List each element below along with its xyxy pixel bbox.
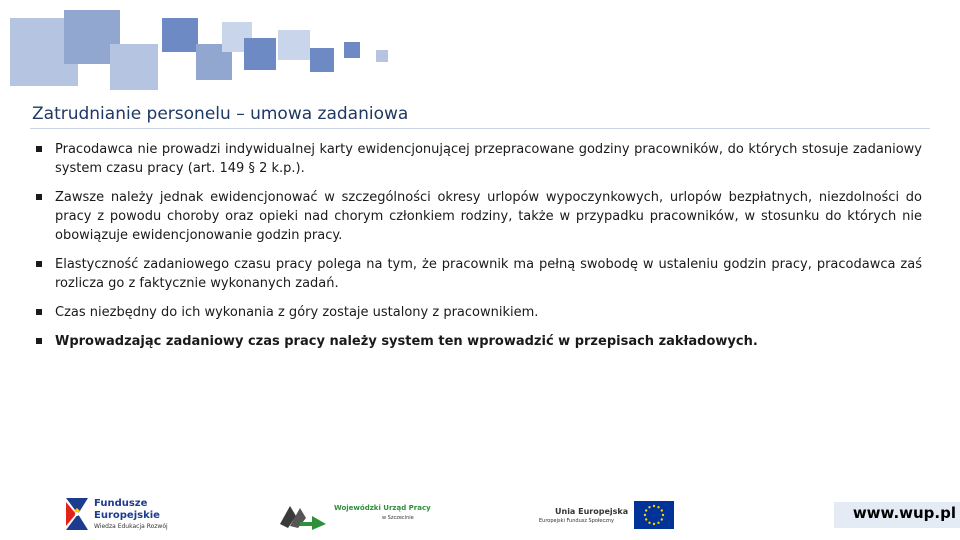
decor-square bbox=[376, 50, 388, 62]
title-divider bbox=[30, 128, 930, 129]
bullet-text: Pracodawca nie prowadzi indywidualnej karty ewidencjonującej przepracowane godziny pracowników, do których stosuje zadaniowy system czasu pracy (art. 149 § 2 k.p.). bbox=[55, 142, 922, 176]
wup-logo bbox=[278, 496, 431, 532]
wup-logo-line2: w Szczecinie bbox=[382, 515, 414, 521]
bullet-square-icon bbox=[36, 146, 42, 152]
decor-square bbox=[244, 38, 276, 70]
bullet-list bbox=[34, 140, 922, 361]
wup-logo-line1: Wojewódzki Urząd Pracy bbox=[334, 504, 431, 512]
ue-logo-line2: Europejski Fundusz Społeczny bbox=[539, 518, 614, 524]
bullet-square-icon bbox=[36, 194, 42, 200]
bullet-text: Wprowadzając zadaniowy czas pracy należy system ten wprowadzić w przepisach zakładowych. bbox=[55, 334, 758, 349]
ue-logo-line1: Unia Europejska bbox=[555, 507, 629, 516]
bullet-item bbox=[34, 188, 922, 245]
bullet-item bbox=[34, 255, 922, 293]
decor-square bbox=[310, 48, 334, 72]
unia-europejska-logo bbox=[535, 499, 675, 531]
wup-arrow-icon bbox=[278, 498, 330, 530]
bullet-text: Elastyczność zadaniowego czasu pracy polega na tym, że pracownik ma pełną swobodę w ustaleniu godzin pracy, pracodawca zaś rozlicza go z faktycznie wykonanych zadań. bbox=[55, 257, 922, 291]
bullet-square-icon bbox=[36, 309, 42, 315]
fe-logo-line1: Fundusze bbox=[94, 498, 148, 509]
eu-flag-icon bbox=[634, 501, 674, 529]
fundusze-europejskie-logo bbox=[64, 492, 176, 536]
website-link[interactable]: www.wup.pl bbox=[834, 502, 960, 528]
decor-square bbox=[162, 18, 198, 52]
european-funds-star-icon bbox=[64, 494, 90, 534]
bullet-square-icon bbox=[36, 338, 42, 344]
fe-logo-line3: Wiedza Edukacja Rozwój bbox=[94, 523, 168, 530]
bullet-item bbox=[34, 332, 922, 351]
bullet-square-icon bbox=[36, 261, 42, 267]
decor-square bbox=[278, 30, 310, 60]
decor-square bbox=[110, 44, 158, 90]
bullet-text: Czas niezbędny do ich wykonania z góry zostaje ustalony z pracownikiem. bbox=[55, 305, 539, 320]
slide-title: Zatrudnianie personelu – umowa zadaniowa bbox=[32, 104, 409, 124]
bullet-text: Zawsze należy jednak ewidencjonować w szczególności okresy urlopów wypoczynkowych, urlopów bezpłatnych, niezdolności do pracy z powodu choroby oraz opieki nad chorym członkiem rodziny, także w przypadku pracowników, w stosunku do których nie obowiązuje ewidencjonowanie godzin pracy. bbox=[55, 190, 922, 243]
bullet-item bbox=[34, 140, 922, 178]
fe-logo-line2: Europejskie bbox=[94, 510, 160, 521]
bullet-item bbox=[34, 303, 922, 322]
decor-square bbox=[344, 42, 360, 58]
